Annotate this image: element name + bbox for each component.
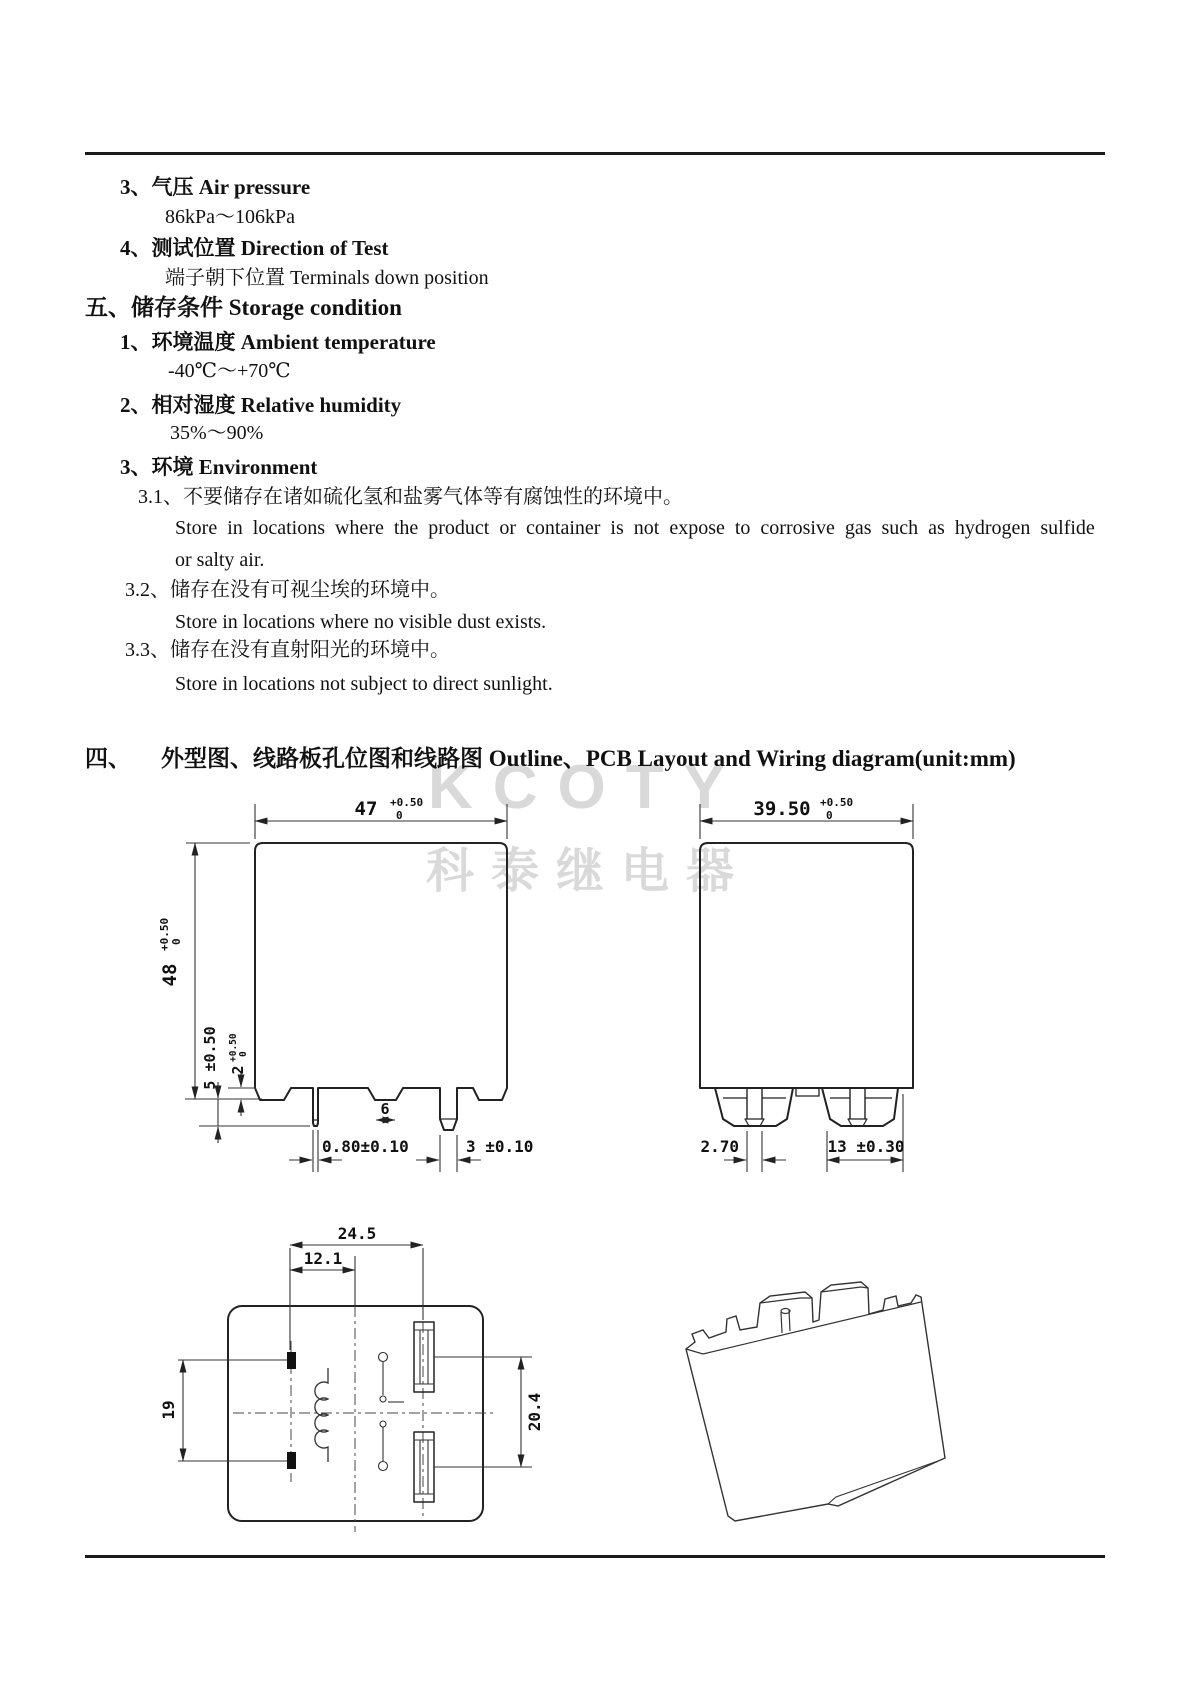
dim-front-pin-length: 5 ±0.50 [201, 1026, 219, 1090]
dim-front-wide-pin: 3 ±0.10 [466, 1137, 534, 1156]
pcb-layout-drawing [159, 1224, 544, 1532]
environment-item-2-en: Store in locations where no visible dust exists. [175, 611, 547, 633]
relative-humidity-heading: 2、相对湿度 Relative humidity [120, 393, 402, 417]
dim-side-width: 39.50 [753, 798, 811, 820]
relative-humidity-value: 35%～90% [170, 422, 264, 444]
watermark-company-name: 科泰继电器 [426, 845, 752, 898]
perspective-view-drawing [686, 1282, 945, 1521]
dim-side-width-tol-upper: +0.50 [820, 796, 854, 809]
environment-item-3-cn: 3.3、储存在没有直射阳光的环境中。 [125, 639, 450, 661]
environment-item-1-cn: 3.1、不要储存在诸如硫化氢和盐雾气体等有腐蚀性的环境中。 [138, 486, 683, 508]
environment-heading: 3、环境 Environment [120, 455, 318, 479]
dim-pcb-coil-pitch: 19 [159, 1400, 178, 1420]
air-pressure-value: 86kPa～106kPa [165, 206, 295, 228]
dim-side-width-tol-lower: 0 [826, 809, 833, 822]
direction-of-test-value: 端子朝下位置 Terminals down position [165, 267, 489, 289]
dim-front-width-tol-lower: 0 [396, 809, 403, 822]
coil-pad-bottom [287, 1452, 296, 1469]
outline-section-heading [85, 740, 1016, 773]
dim-front-notch: 6 [380, 1100, 390, 1118]
dim-front-height-tol-upper: +0.50 [158, 917, 171, 951]
dim-side-pin-width: 2.70 [700, 1137, 739, 1156]
environment-item-3-en: Store in locations not subject to direct sunlight. [175, 673, 553, 695]
dim-side-pin-pitch: 13 ±0.30 [827, 1137, 905, 1156]
side-view-drawing [700, 796, 913, 1172]
dim-pcb-coil-to-center: 12.1 [303, 1249, 343, 1268]
dim-front-height: 48 [159, 963, 181, 987]
direction-of-test-heading: 4、测试位置 Direction of Test [120, 236, 389, 260]
environment-item-1-en: Store in locations where the product or container is not expose to corrosive gas such as hydrogen sulfide [175, 517, 1095, 539]
dim-front-thin-pin: 0.80±0.10 [322, 1137, 409, 1156]
storage-condition-heading: 五、储存条件 Storage condition [85, 295, 402, 320]
contact-slot-bottom [414, 1432, 434, 1502]
watermark-logo-text: KCOTY [428, 753, 745, 822]
dim-front-standoff: 2 [229, 1065, 247, 1075]
dim-pcb-total: 24.5 [337, 1224, 377, 1243]
ambient-temperature-value: -40℃～+70℃ [168, 360, 291, 382]
front-view-drawing [158, 796, 533, 1172]
air-pressure-heading: 3、气压 Air pressure [120, 175, 311, 199]
dim-front-standoff-tol-upper: +0.50 [228, 1033, 239, 1062]
contact-symbol [379, 1353, 405, 1471]
dim-front-height-tol-lower: 0 [170, 938, 183, 945]
environment-item-1-en2: or salty air. [175, 549, 265, 571]
dim-front-width-tol-upper: +0.50 [390, 796, 424, 809]
dim-pcb-contact-pitch: 20.4 [525, 1392, 544, 1432]
dim-front-width: 47 [354, 798, 378, 820]
outline-section-number: 四、 [85, 746, 131, 771]
outline-section-title: 外型图、线路板孔位图和线路图 Outline、PCB Layout and Wiring diagram(unit:mm) [161, 746, 1016, 771]
dim-front-standoff-tol-lower: 0 [238, 1051, 249, 1057]
coil-symbol [315, 1368, 328, 1462]
coil-pad-top [287, 1352, 296, 1369]
ambient-temperature-heading: 1、环境温度 Ambient temperature [120, 330, 436, 354]
environment-item-2-cn: 3.2、储存在没有可视尘埃的环境中。 [125, 579, 450, 601]
contact-slot-top [414, 1322, 434, 1392]
